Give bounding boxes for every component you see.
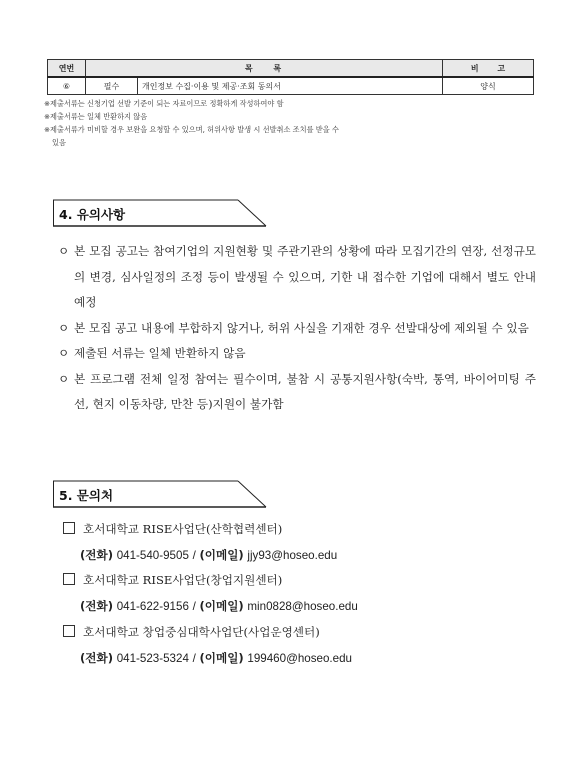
checkbox-square-icon bbox=[63, 522, 75, 534]
contact-item bbox=[63, 568, 533, 619]
section-4-title: 4. 유의사항 bbox=[59, 207, 126, 222]
row-note: 양식 bbox=[443, 77, 534, 95]
contact-org: 호서대학교 RISE사업단(산학협력센터) bbox=[83, 522, 283, 536]
section-4-header bbox=[53, 199, 267, 227]
contact-detail bbox=[63, 543, 533, 569]
contact-item bbox=[63, 517, 533, 568]
contact-list bbox=[63, 517, 533, 671]
phone-label: (전화) bbox=[80, 599, 113, 614]
table-header-row bbox=[48, 60, 534, 78]
phone-label: (전화) bbox=[80, 547, 113, 562]
checkbox-square-icon bbox=[63, 625, 75, 637]
contact-org: 호서대학교 RISE사업단(창업지원센터) bbox=[83, 573, 283, 588]
table-row bbox=[48, 77, 534, 95]
section-5-header bbox=[53, 480, 267, 508]
footnote-continuation: 있음 bbox=[52, 138, 66, 147]
email-label: (이메일) bbox=[199, 650, 244, 665]
row-name: 개인정보 수집·이용 및 제공·조회 동의서 bbox=[138, 77, 443, 95]
contact-email[interactable]: 199460@hoseo.edu bbox=[247, 651, 353, 665]
section-4-bullets bbox=[58, 239, 536, 418]
contact-email[interactable]: min0828@hoseo.edu bbox=[247, 600, 358, 614]
list-item bbox=[58, 316, 536, 342]
header-note: 비 고 bbox=[443, 60, 534, 78]
bullet-mark: ㅇ bbox=[58, 371, 70, 386]
phone-label: (전화) bbox=[80, 650, 113, 665]
bullet-mark: ㅇ bbox=[58, 346, 70, 360]
checkbox-square-icon bbox=[63, 573, 75, 585]
footnote: ※제출서류가 미비할 경우 보완을 요청할 수 있으며, 허위사항 발생 시 선발취소 조치를 받을 수 bbox=[44, 125, 339, 134]
footnote: ※제출서류는 일체 반환하지 않음 bbox=[44, 112, 148, 121]
document-list-table bbox=[47, 59, 534, 95]
contact-email[interactable]: jjy93@hoseo.edu bbox=[247, 548, 338, 562]
bullet-mark: ㅇ bbox=[58, 320, 70, 335]
bullet-mark: ㅇ bbox=[58, 244, 70, 258]
bullet-text: 본 모집 공고 내용에 부합하지 않거나, 허위 사실을 기재한 경우 선발대상에 제외될 수 있음 bbox=[74, 320, 529, 335]
bullet-text: 본 모집 공고는 참여기업의 지원현황 및 주관기관의 상황에 따라 모집기간의 연장, 선정규모의 변경, 심사일정의 조정 등이 발생될 수 있으며, 기한 내 접수한 기업에 대해서 별도 안내 예정 bbox=[74, 244, 536, 309]
contact-phone: 041-540-9505 bbox=[116, 548, 189, 562]
contact-org-row bbox=[63, 620, 533, 646]
contact-detail bbox=[63, 594, 533, 620]
header-no: 연번 bbox=[48, 60, 86, 78]
contact-detail bbox=[63, 646, 533, 672]
separator: / bbox=[192, 651, 196, 665]
contact-org-row bbox=[63, 568, 533, 594]
contact-phone: 041-622-9156 bbox=[116, 600, 189, 614]
row-type: 필수 bbox=[86, 77, 138, 95]
separator: / bbox=[192, 600, 196, 614]
row-no: ⑥ bbox=[48, 77, 86, 95]
section-5-title: 5. 문의처 bbox=[59, 488, 114, 503]
contact-org: 호서대학교 창업중심대학사업단(사업운영센터) bbox=[83, 624, 320, 639]
list-item bbox=[58, 367, 536, 418]
bullet-text: 제출된 서류는 일체 반환하지 않음 bbox=[74, 346, 246, 360]
table-footnotes bbox=[44, 97, 544, 149]
email-label: (이메일) bbox=[199, 599, 244, 614]
contact-item bbox=[63, 620, 533, 671]
contact-phone: 041-523-5324 bbox=[116, 651, 189, 665]
bullet-text: 본 프로그램 전체 일정 참여는 필수이며, 불참 시 공통지원사항(숙박, 통역, 바이어미팅 주선, 현지 이동차량, 만찬 등)지원이 불가함 bbox=[74, 371, 536, 411]
email-label: (이메일) bbox=[199, 547, 244, 562]
contact-org-row bbox=[63, 517, 533, 543]
list-item bbox=[58, 341, 536, 367]
footnote: ※제출서류는 신청기업 선발 기준이 되는 자료이므로 정확하게 작성하여야 함 bbox=[44, 99, 284, 108]
list-item bbox=[58, 239, 536, 316]
header-item: 목 록 bbox=[86, 60, 443, 78]
separator: / bbox=[192, 548, 196, 562]
